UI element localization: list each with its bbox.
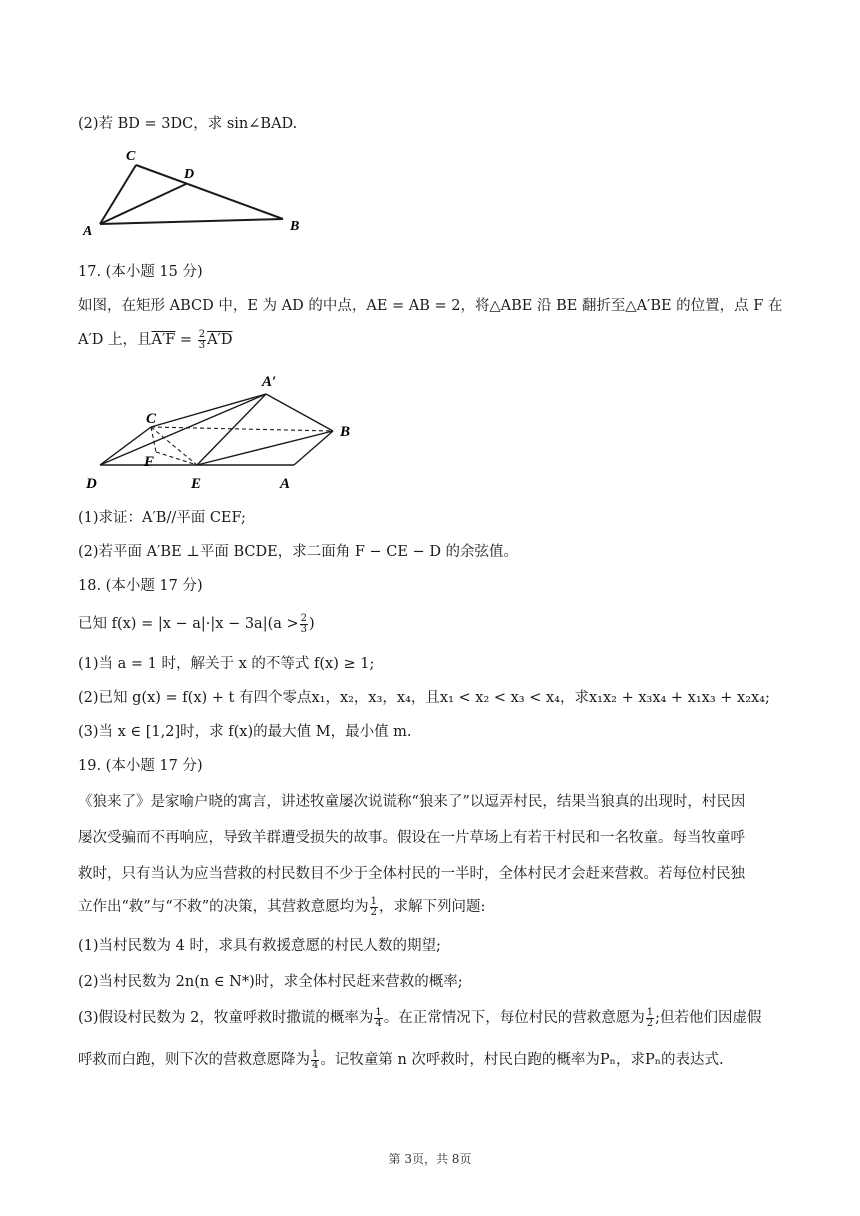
label-c: C [126, 149, 136, 164]
label-a-prime: A′ [262, 374, 277, 390]
q19-part3-line2 [78, 1048, 724, 1071]
q19-part3-line1 [78, 1006, 762, 1029]
q18-header: 18. (本小题 17 分) [78, 578, 203, 594]
q17-header: 17. (本小题 15 分) [78, 264, 203, 280]
folded-rectangle-figure [78, 366, 378, 496]
q19-part3-b: 。在正常情况下，每位村民的营救意愿为 [383, 1010, 645, 1026]
q19-part2: (2)当村民数为 2n(n ∈ N*)时，求全体村民赶来营救的概率; [78, 974, 463, 990]
label-a: A [83, 224, 93, 239]
fraction-1-4: $\frac{1}{4}$ [312, 1048, 319, 1071]
fraction-1-2: $\frac{1}{2}$ [646, 1006, 654, 1029]
q18-stem-suffix: ) [309, 616, 315, 632]
fraction-1-4: $\frac{1}{4}$ [375, 1006, 382, 1029]
q19-para-4 [78, 895, 485, 918]
q18-stem-prefix: 已知 f(x) = |x − a|·|x − 3a|(a > [78, 616, 299, 632]
q19-header: 19. (本小题 17 分) [78, 758, 203, 774]
q18-stem [78, 612, 315, 635]
label-f: F [144, 454, 155, 470]
label-d: D [86, 476, 97, 492]
q19-part3-a: (3)假设村民数为 2，牧童呼救时撒谎的概率为 [78, 1010, 374, 1026]
label-e: E [191, 476, 202, 492]
fraction-2-3: $\frac{2}{3}$ [198, 328, 206, 351]
q19-part3-c: ;但若他们因虚假 [655, 1010, 762, 1026]
label-b: B [340, 424, 351, 440]
label-c: C [146, 411, 157, 427]
q18-part1: (1)当 a = 1 时，解关于 x 的不等式 f(x) ≥ 1; [78, 656, 375, 672]
page-footer: 第 3页，共 8页 [388, 1152, 472, 1166]
label-d: D [184, 167, 195, 182]
q19-para-2: 屡次受骗而不再响应，导致羊群遭受损失的故事。假设在一片草场上有若干村民和一名牧童。每当牧童呼 [78, 830, 745, 846]
q19-para-1: 《狼来了》是家喻户晓的寓言，讲述牧童屡次说谎称“狼来了”以逗弄村民，结果当狼真的出现时，村民因 [78, 794, 746, 810]
q17-stem-2 [78, 328, 232, 351]
triangle-abc-figure [78, 142, 318, 242]
label-b: B [290, 219, 300, 234]
q17-part2: (2)若平面 A′BE ⊥平面 BCDE，求二面角 F − CE − D 的余弦值。 [78, 544, 519, 560]
q17-stem-1: 如图，在矩形 ABCD 中，E 为 AD 的中点，AE = AB = 2，将△ABE 沿 BE 翻折至△A′BE 的位置，点 F 在 [78, 298, 783, 314]
q19-para-3: 救时，只有当认为应当营救的村民数目不少于全体村民的一半时，全体村民才会赶来营救。若每位村民独 [78, 866, 745, 882]
q18-part3: (3)当 x ∈ [1,2]时，求 f(x)的最大值 M，最小值 m. [78, 724, 412, 740]
q19-para-4-prefix: 立作出“救”与“不救”的决策，其营救意愿均为 [78, 899, 369, 915]
q19-part3-e: 。记牧童第 n 次呼救时，村民白跑的概率为Pₙ，求Pₙ的表达式. [320, 1052, 724, 1068]
q19-part3-d: 呼救而白跑，则下次的营救意愿降为 [78, 1052, 310, 1068]
label-a: A [280, 476, 291, 492]
fraction-1-2: $\frac{1}{2}$ [370, 895, 378, 918]
q18-part2: (2)已知 g(x) = f(x) + t 有四个零点x₁，x₂，x₃，x₄，且x₁ < x₂ < x₃ < x₄，求x₁x₂ + x₃x₄ + x₁x₃ + x₂x₄; [78, 690, 770, 706]
q17-stem-2-eq: = [175, 332, 197, 348]
q19-para-4-suffix: ，求解下列问题: [379, 899, 486, 915]
q17-stem-2-prefix: A′D 上，且 [78, 332, 152, 348]
q19-part1: (1)当村民数为 4 时，求具有救援意愿的村民人数的期望; [78, 938, 441, 954]
vector-a1f: A′F [151, 332, 176, 348]
q16-part2: (2)若 BD = 3DC，求 sin∠BAD. [78, 116, 298, 132]
fraction-2-3: $\frac{2}{3}$ [300, 612, 308, 635]
vector-a1d: A′D [207, 332, 233, 348]
q17-part1: (1)求证：A′B//平面 CEF; [78, 510, 246, 526]
